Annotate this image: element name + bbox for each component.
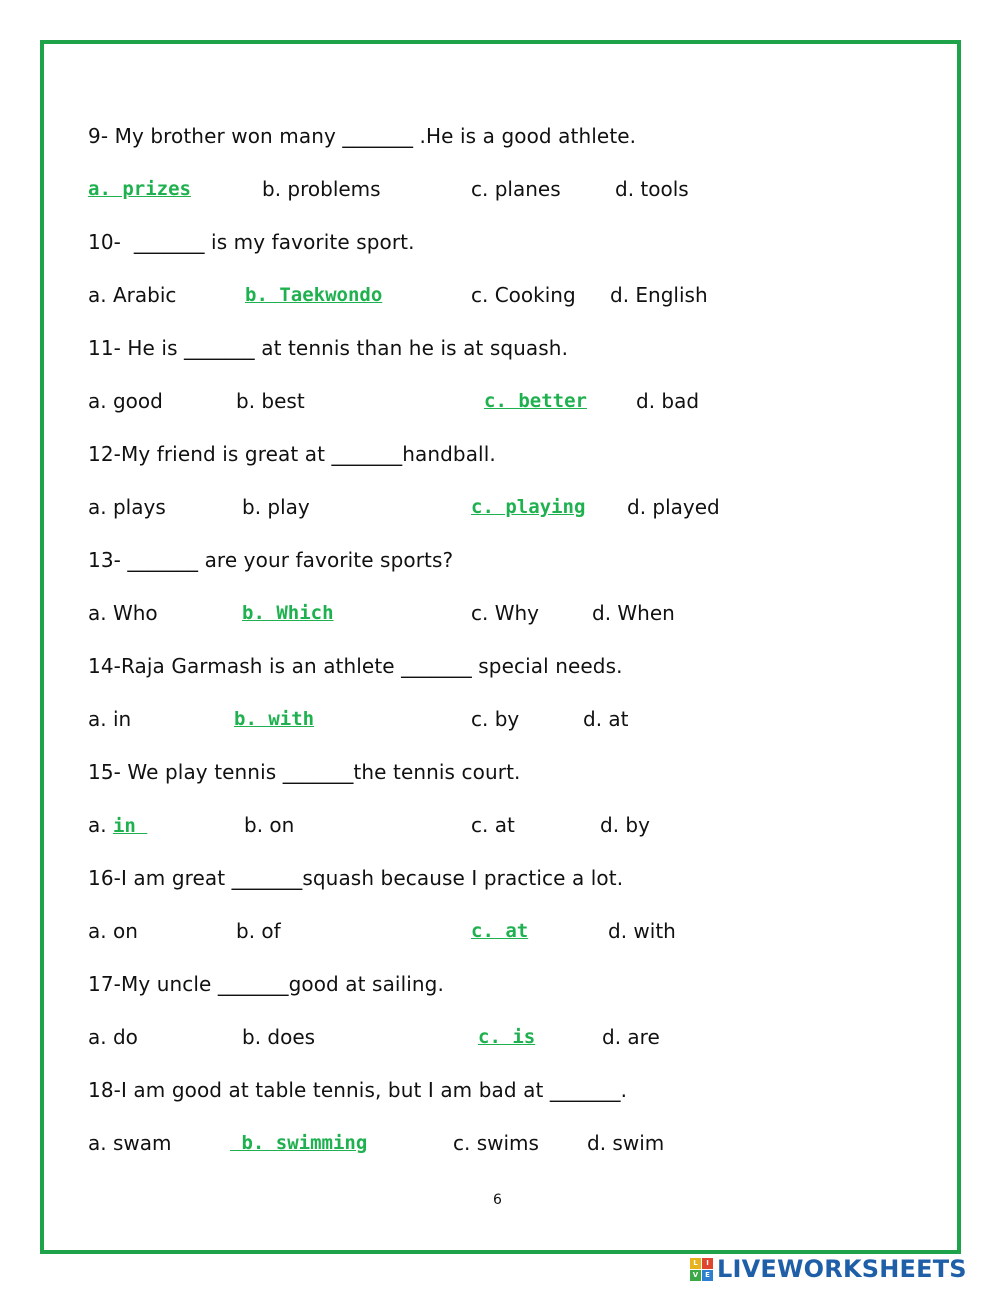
logo-block-l: L bbox=[690, 1258, 701, 1269]
option-14c[interactable]: c. by bbox=[471, 707, 520, 731]
option-9b[interactable]: b. problems bbox=[262, 177, 381, 201]
option-11c[interactable]: c. better bbox=[484, 390, 587, 412]
logo-block-v: V bbox=[690, 1270, 701, 1281]
option-13a[interactable]: a. Who bbox=[88, 601, 158, 625]
question-16: 16-I am great _______squash because I practice a lot. bbox=[88, 866, 624, 890]
option-9c[interactable]: c. planes bbox=[471, 177, 561, 201]
option-10c[interactable]: c. Cooking bbox=[471, 283, 576, 307]
question-11: 11- He is _______ at tennis than he is at squash. bbox=[88, 336, 569, 360]
question-17: 17-My uncle _______good at sailing. bbox=[88, 972, 444, 996]
option-10d[interactable]: d. English bbox=[610, 283, 708, 307]
option-10a[interactable]: a. Arabic bbox=[88, 283, 177, 307]
option-18b[interactable]: b. swimming bbox=[230, 1132, 368, 1154]
option-17a[interactable]: a. do bbox=[88, 1025, 138, 1049]
question-15: 15- We play tennis _______the tennis court. bbox=[88, 760, 521, 784]
option-15d[interactable]: d. by bbox=[600, 813, 650, 837]
option-14b[interactable]: b. with bbox=[234, 708, 315, 730]
option-15c[interactable]: c. at bbox=[471, 813, 515, 837]
logo-block-i: I bbox=[702, 1258, 713, 1269]
logo-blocks-icon bbox=[690, 1258, 713, 1281]
option-12d[interactable]: d. played bbox=[627, 495, 720, 519]
page-number: 6 bbox=[493, 1192, 502, 1208]
liveworksheets-logo[interactable] bbox=[690, 1254, 967, 1284]
option-11b[interactable]: b. best bbox=[236, 389, 305, 413]
option-16c[interactable]: c. at bbox=[471, 920, 529, 942]
page-frame bbox=[40, 40, 961, 1254]
question-10: 10- _______ is my favorite sport. bbox=[88, 230, 415, 254]
option-15b[interactable]: b. on bbox=[244, 813, 295, 837]
option-11a[interactable]: a. good bbox=[88, 389, 163, 413]
option-17b[interactable]: b. does bbox=[242, 1025, 316, 1049]
option-13b[interactable]: b. Which bbox=[242, 602, 334, 624]
option-14d[interactable]: d. at bbox=[583, 707, 629, 731]
logo-text: LIVEWORKSHEETS bbox=[717, 1255, 967, 1283]
question-13: 13- _______ are your favorite sports? bbox=[88, 548, 454, 572]
question-14: 14-Raja Garmash is an athlete _______ special needs. bbox=[88, 654, 623, 678]
option-16d[interactable]: d. with bbox=[608, 919, 676, 943]
option-16a[interactable]: a. on bbox=[88, 919, 138, 943]
question-12: 12-My friend is great at _______handball. bbox=[88, 442, 496, 466]
option-9a[interactable]: a. prizes bbox=[88, 178, 191, 200]
option-18d[interactable]: d. swim bbox=[587, 1131, 665, 1155]
question-18: 18-I am good at table tennis, but I am bad at _______. bbox=[88, 1078, 628, 1102]
option-12a[interactable]: a. plays bbox=[88, 495, 166, 519]
logo-block-e: E bbox=[702, 1270, 713, 1281]
option-18a[interactable]: a. swam bbox=[88, 1131, 172, 1155]
option-13d[interactable]: d. When bbox=[592, 601, 675, 625]
option-17d[interactable]: d. are bbox=[602, 1025, 660, 1049]
option-15a-answer: in bbox=[112, 815, 148, 837]
option-13c[interactable]: c. Why bbox=[471, 601, 539, 625]
option-9d[interactable]: d. tools bbox=[615, 177, 689, 201]
option-15a[interactable]: a. in bbox=[88, 813, 148, 837]
option-14a[interactable]: a. in bbox=[88, 707, 132, 731]
option-16b[interactable]: b. of bbox=[236, 919, 281, 943]
option-17c[interactable]: c. is bbox=[478, 1026, 536, 1048]
option-12c[interactable]: c. playing bbox=[471, 496, 586, 518]
option-11d[interactable]: d. bad bbox=[636, 389, 700, 413]
question-9: 9- My brother won many _______ .He is a good athlete. bbox=[88, 124, 637, 148]
option-10b[interactable]: b. Taekwondo bbox=[245, 284, 383, 306]
option-12b[interactable]: b. play bbox=[242, 495, 310, 519]
option-18c[interactable]: c. swims bbox=[453, 1131, 539, 1155]
